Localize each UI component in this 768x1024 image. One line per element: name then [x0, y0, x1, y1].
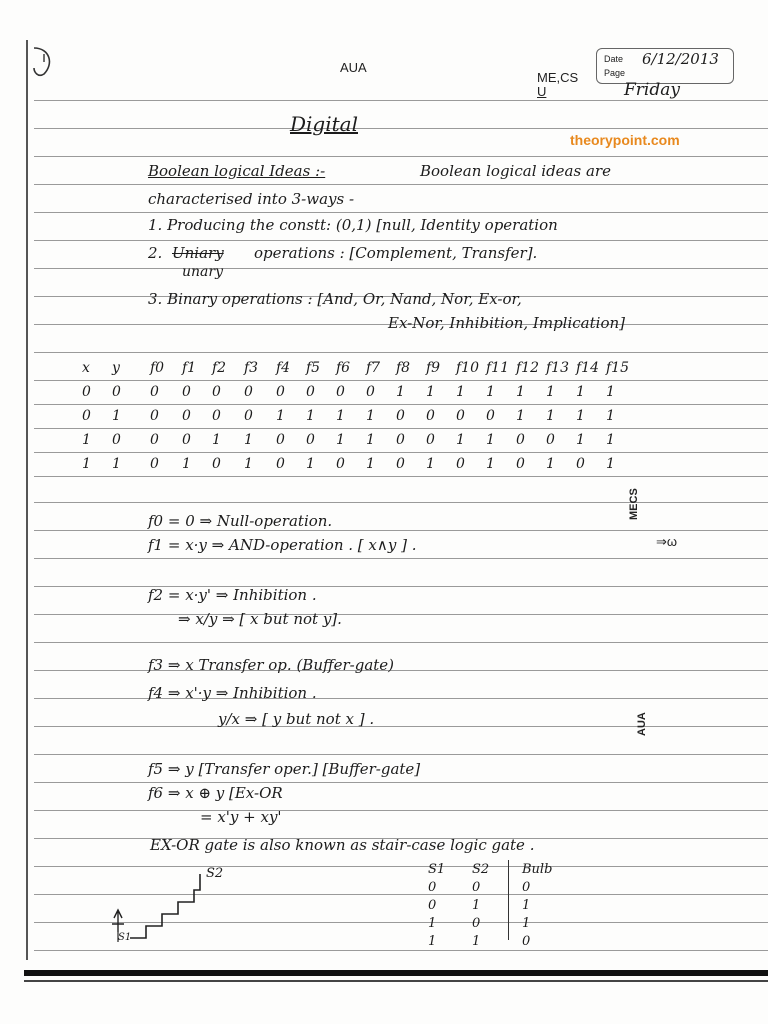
truth-table-header: f4	[276, 360, 291, 376]
truth-table-header: f11	[486, 360, 509, 376]
truth-table-cell: 1	[336, 432, 345, 448]
truth-table-cell: 1	[606, 408, 615, 424]
f1-line: f1 = x·y ⇒ AND-operation . [ x∧y ] .	[148, 536, 417, 554]
truth-table-cell: 0	[244, 408, 253, 424]
truth-table-cell: 1	[306, 408, 315, 424]
truth-table-cell: 0	[112, 432, 121, 448]
bulb-table-cell: 1	[428, 916, 437, 931]
truth-table-cell: 1	[606, 432, 615, 448]
truth-table-cell: 0	[150, 384, 159, 400]
truth-table-header: f15	[606, 360, 629, 376]
truth-table-header: f12	[516, 360, 539, 376]
bulb-table-cell: 1	[522, 898, 531, 913]
truth-table-cell: 1	[212, 432, 221, 448]
truth-table-cell: 0	[516, 456, 525, 472]
truth-table-cell: 0	[244, 384, 253, 400]
bulb-table-header: S2	[472, 862, 490, 877]
truth-table-cell: 1	[546, 384, 555, 400]
truth-table-header: f10	[456, 360, 479, 376]
mecs-vertical-label: MECS	[628, 488, 640, 520]
truth-table-cell: 0	[366, 384, 375, 400]
truth-table-cell: 1	[426, 384, 435, 400]
truth-table-cell: 1	[576, 408, 585, 424]
truth-table-cell: 1	[456, 432, 465, 448]
truth-table-cell: 1	[396, 384, 405, 400]
date-label: Date	[604, 54, 624, 64]
bulb-table-header: S1	[428, 862, 446, 877]
f4-line-a: f4 ⇒ x'·y ⇒ Inhibition .	[148, 684, 317, 702]
truth-table-cell: 0	[576, 456, 585, 472]
truth-table-cell: 0	[486, 408, 495, 424]
truth-table-header: f7	[366, 360, 381, 376]
truth-table-cell: 1	[112, 456, 121, 472]
exor-note: EX-OR gate is also known as stair-case logic gate .	[150, 836, 535, 854]
bulb-table-divider	[508, 860, 509, 940]
w-mark: ⇒ω	[656, 534, 678, 549]
truth-table-cell: 1	[366, 408, 375, 424]
truth-table-cell: 1	[336, 408, 345, 424]
truth-table-cell: 0	[150, 456, 159, 472]
truth-table-cell: 0	[150, 408, 159, 424]
item-3: 3. Binary operations : [And, Or, Nand, Nor, Ex-or,	[148, 290, 522, 308]
item-2-struck-word: Uniary	[172, 244, 224, 262]
f0-line: f0 = 0 ⇒ Null-operation.	[148, 512, 333, 530]
page-bottom-shadow	[24, 980, 768, 982]
truth-table-header: f14	[576, 360, 599, 376]
truth-table-cell: 0	[212, 456, 221, 472]
boolean-intro: Boolean logical ideas are	[420, 162, 611, 180]
binder-hole-icon	[30, 44, 58, 78]
truth-table-cell: 0	[182, 384, 191, 400]
truth-table-cell: 0	[150, 432, 159, 448]
bulb-table-cell: 0	[522, 880, 531, 895]
bulb-table-cell: 1	[428, 934, 437, 949]
truth-table-cell: 1	[486, 456, 495, 472]
truth-table-cell: 0	[212, 384, 221, 400]
truth-table-cell: 0	[426, 408, 435, 424]
day-label: Friday	[624, 80, 680, 100]
truth-table-cell: 0	[82, 384, 91, 400]
truth-table-cell: 0	[82, 408, 91, 424]
truth-table-cell: 0	[306, 432, 315, 448]
bulb-table-cell: 1	[522, 916, 531, 931]
truth-table-cell: 1	[244, 456, 253, 472]
truth-table-cell: 0	[276, 432, 285, 448]
margin-line	[26, 40, 28, 960]
page-title: Digital	[290, 112, 358, 136]
bulb-table-cell: 0	[472, 880, 481, 895]
bulb-table-cell: 1	[472, 898, 481, 913]
truth-table-cell: 1	[456, 384, 465, 400]
f2-line-a: f2 = x·y' ⇒ Inhibition .	[148, 586, 317, 604]
page-label: Page	[604, 68, 626, 78]
truth-table-cell: 1	[516, 408, 525, 424]
bulb-table-header: Bulb	[522, 862, 553, 877]
truth-table-cell: 0	[112, 384, 121, 400]
truth-table-header: y	[112, 360, 120, 376]
truth-table-cell: 1	[276, 408, 285, 424]
truth-table-cell: 1	[516, 384, 525, 400]
truth-table-cell: 0	[182, 432, 191, 448]
truth-table-header: x	[82, 360, 90, 376]
f6-line-b: = x'y + xy'	[200, 808, 282, 826]
truth-table-cell: 0	[546, 432, 555, 448]
truth-table-cell: 1	[486, 384, 495, 400]
truth-table-cell: 1	[82, 432, 91, 448]
bulb-table-cell: 1	[472, 934, 481, 949]
truth-table-cell: 1	[576, 432, 585, 448]
boolean-heading: Boolean logical Ideas :-	[148, 162, 326, 180]
mecs-mark: ME,CS	[537, 70, 579, 85]
bulb-table-cell: 0	[522, 934, 531, 949]
truth-table-cell: 1	[576, 384, 585, 400]
aua-vertical-label: AUA	[636, 712, 648, 736]
f5-line: f5 ⇒ y [Transfer oper.] [Buffer-gate]	[148, 760, 421, 778]
page-bottom-edge	[24, 970, 768, 976]
truth-table-cell: 1	[486, 432, 495, 448]
truth-table-cell: 0	[182, 408, 191, 424]
truth-table-cell: 0	[426, 432, 435, 448]
u-mark: U	[537, 84, 547, 99]
truth-table-cell: 0	[336, 456, 345, 472]
truth-table-cell: 0	[396, 432, 405, 448]
truth-table-cell: 1	[366, 432, 375, 448]
truth-table-cell: 1	[112, 408, 121, 424]
truth-table-cell: 0	[276, 456, 285, 472]
truth-table-cell: 0	[336, 384, 345, 400]
truth-table-cell: 0	[306, 384, 315, 400]
truth-table-header: f0	[150, 360, 165, 376]
truth-table-cell: 1	[366, 456, 375, 472]
truth-table-cell: 1	[182, 456, 191, 472]
truth-table-cell: 1	[306, 456, 315, 472]
truth-table-cell: 1	[546, 456, 555, 472]
stair-switch-s2: S2	[206, 866, 224, 881]
truth-table-header: f2	[212, 360, 227, 376]
item-2-correction: unary	[182, 264, 223, 280]
truth-table-cell: 0	[456, 456, 465, 472]
truth-table-cell: 0	[212, 408, 221, 424]
item-1: 1. Producing the constt: (0,1) [null, Identity operation	[148, 216, 558, 234]
truth-table-cell: 1	[606, 384, 615, 400]
truth-table-header: f9	[426, 360, 441, 376]
item-2-text: operations : [Complement, Transfer].	[254, 244, 538, 262]
truth-table-cell: 0	[516, 432, 525, 448]
stair-switch-s1: S1	[118, 932, 132, 943]
f3-line: f3 ⇒ x Transfer op. (Buffer-gate)	[148, 656, 395, 674]
f2-line-b: ⇒ x/y ⇒ [ x but not y].	[178, 610, 342, 628]
bulb-table-cell: 0	[428, 898, 437, 913]
truth-table-cell: 0	[396, 456, 405, 472]
truth-table-cell: 1	[244, 432, 253, 448]
truth-table-header: f3	[244, 360, 259, 376]
bulb-table-cell: 0	[472, 916, 481, 931]
truth-table-cell: 1	[82, 456, 91, 472]
f6-line-a: f6 ⇒ x ⊕ y [Ex-OR	[148, 784, 283, 802]
truth-table-cell: 1	[426, 456, 435, 472]
truth-table-cell: 1	[546, 408, 555, 424]
truth-table-header: f8	[396, 360, 411, 376]
truth-table-header: f5	[306, 360, 321, 376]
truth-table-cell: 0	[396, 408, 405, 424]
aua-mark: AUA	[340, 60, 367, 75]
item-2-number: 2.	[148, 244, 163, 262]
watermark: theorypoint.com	[570, 132, 680, 148]
f4-line-b: y/x ⇒ [ y but not x ] .	[218, 710, 375, 728]
truth-table-cell: 0	[456, 408, 465, 424]
truth-table-header: f1	[182, 360, 197, 376]
characterised-line: characterised into 3-ways -	[148, 190, 355, 208]
truth-table-cell: 0	[276, 384, 285, 400]
item-3-continued: Ex-Nor, Inhibition, Implication]	[388, 314, 625, 332]
truth-table-header: f6	[336, 360, 351, 376]
truth-table-header: f13	[546, 360, 569, 376]
bulb-table-cell: 0	[428, 880, 437, 895]
date-value: 6/12/2013	[642, 50, 719, 68]
truth-table-cell: 1	[606, 456, 615, 472]
